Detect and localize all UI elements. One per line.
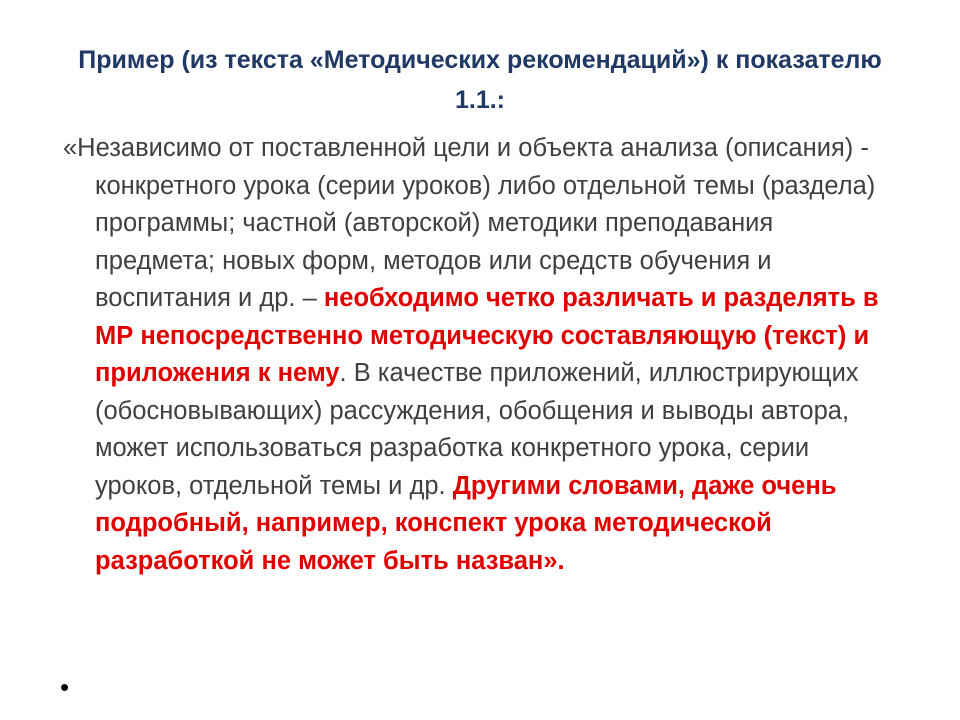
slide-title: Пример (из текста «Методических рекомендаций») к показателю 1.1.:: [78, 46, 882, 114]
empty-bullet: •: [60, 672, 70, 702]
slide-body: [63, 130, 898, 580]
quote-highlight-2: Другими словами, даже очень подробный, например, конспект урока методической разработкой не может быть назван».: [95, 471, 837, 575]
quote-text-part2: . В качестве приложений, иллюстрирующих (обосновывающих) рассуждения, обобщения и выводы автора, может использоваться разработка конкретного урока, серии уроков, отдельной темы и др.: [95, 359, 859, 500]
quote-paragraph: [63, 130, 898, 580]
quote-highlight-1: необходимо четко различать и разделять в МР непосредственно методическую составляющую (текст) и приложения к нему: [95, 284, 879, 387]
quote-text-part1: «Независимо от поставленной цели и объекта анализа (описания) - конкретного урока (серии уроков) либо отдельной темы (раздела) программы; частной (авторской) методики преподавания предмета; новых форм, методов или средств обучения и воспитания и др. –: [63, 134, 876, 312]
